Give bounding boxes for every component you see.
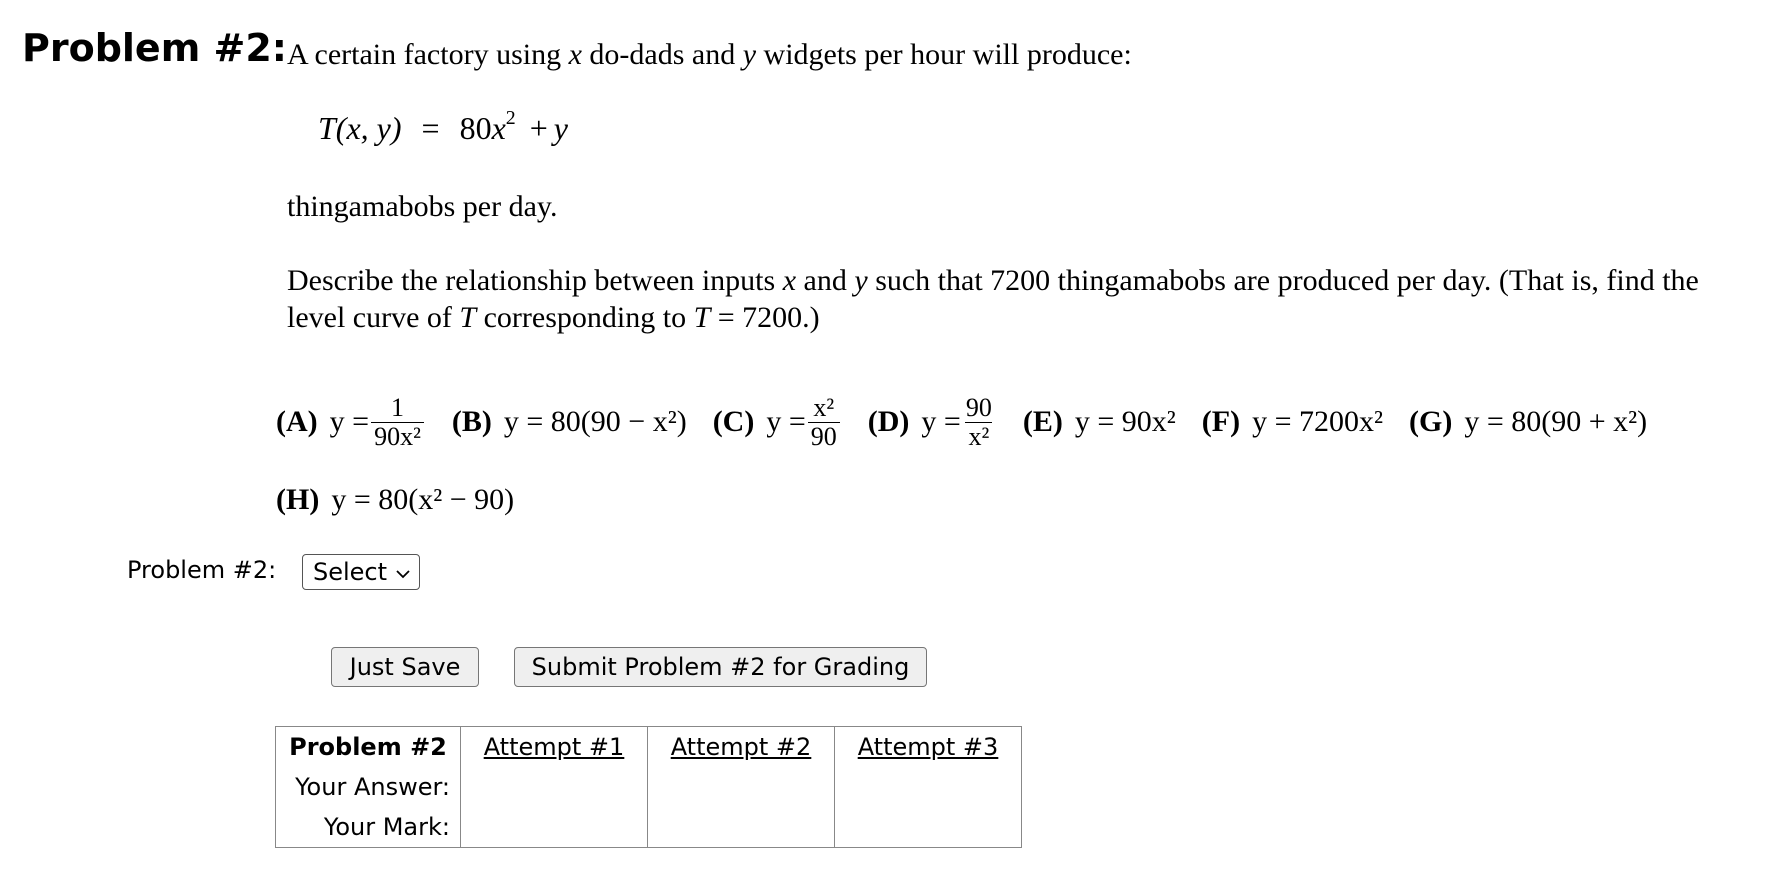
desc-var: x — [782, 264, 797, 297]
attempt-3-link[interactable]: Attempt #3 — [857, 733, 999, 761]
choice-fraction — [808, 394, 840, 451]
choice-f — [1202, 405, 1383, 439]
choice-a — [276, 394, 426, 451]
choice-g — [1409, 405, 1647, 439]
desc-text: = 7200.) — [710, 301, 820, 334]
choice-e — [1023, 405, 1176, 439]
intro-text: widgets per hour will produce: — [756, 38, 1132, 71]
table-row — [276, 767, 1022, 807]
choice-lhs: y = — [921, 405, 961, 438]
choice-expression: y = 80(90 − x²) — [503, 405, 687, 438]
attempt-answer-cell — [835, 767, 1022, 807]
answer-select-value: Select — [313, 558, 388, 586]
choice-expression: y = 7200x² — [1252, 405, 1383, 438]
desc-var: T — [693, 301, 711, 334]
intro-var-y: y — [742, 38, 757, 71]
formula-fn: T — [318, 110, 336, 146]
attempt-answer-cell — [461, 767, 648, 807]
attempt-mark-cell — [461, 807, 648, 848]
choice-b — [452, 405, 687, 439]
intro-text: A certain factory using — [287, 38, 569, 71]
choice-expression: y = 80(x² − 90) — [331, 483, 515, 516]
attempt-mark-cell — [648, 807, 835, 848]
answer-select-label: Problem #2: — [127, 556, 277, 584]
answer-choices-row — [276, 478, 540, 522]
choice-label: (F) — [1201, 405, 1241, 438]
fraction-denominator: 90 — [808, 422, 840, 451]
attempt-2-link[interactable]: Attempt #2 — [648, 727, 835, 768]
intro-var-x: x — [568, 38, 582, 71]
table-row — [276, 727, 1022, 768]
submit-for-grading-button[interactable]: Submit Problem #2 for Grading — [514, 647, 927, 687]
your-answer-label: Your Answer: — [276, 767, 461, 807]
formula-var: x — [491, 110, 506, 146]
choice-label: (E) — [1022, 405, 1063, 438]
choice-label: (C) — [712, 405, 755, 438]
desc-text: and — [796, 264, 855, 297]
choice-label: (D) — [867, 405, 910, 438]
production-formula — [318, 107, 568, 147]
fraction-denominator: 90x² — [371, 422, 424, 451]
choice-expression: y = 90x² — [1074, 405, 1176, 438]
fraction-denominator: x² — [965, 422, 992, 451]
choice-lhs: y = — [766, 405, 806, 438]
choice-fraction — [371, 394, 424, 451]
choice-label: (H) — [276, 483, 320, 516]
formula-plus: + — [529, 110, 548, 146]
attempt-1-link[interactable]: Attempt #1 — [461, 727, 648, 768]
problem-intro — [287, 38, 1132, 72]
chevron-down-icon — [395, 558, 411, 586]
answer-select[interactable] — [302, 554, 420, 590]
attempts-table — [275, 726, 1022, 848]
formula-exp: 2 — [505, 107, 516, 130]
desc-text: such that 7200 thingamabobs are produced per day. (That is, find the level curve of — [287, 264, 1699, 334]
choice-lhs: y = — [329, 405, 370, 438]
attempt-mark-cell — [835, 807, 1022, 848]
formula-tail: y — [553, 110, 568, 146]
desc-text: corresponding to — [476, 301, 694, 334]
attempt-answer-cell — [648, 767, 835, 807]
choice-c — [713, 394, 842, 451]
problem-title: Problem #2: — [22, 26, 287, 70]
choice-label: (A) — [276, 405, 318, 438]
choice-h — [276, 483, 514, 517]
your-mark-label: Your Mark: — [276, 807, 461, 848]
fraction-numerator: 90 — [965, 392, 992, 422]
just-save-button[interactable]: Just Save — [331, 647, 479, 687]
fraction-numerator: 1 — [390, 392, 404, 422]
attempts-table-header: Problem #2 — [276, 727, 461, 768]
desc-text: Describe the relationship between inputs — [287, 264, 783, 297]
formula-equals: = — [421, 110, 440, 146]
intro-text: do-dads and — [581, 38, 743, 71]
choice-d — [868, 394, 997, 451]
desc-var: y — [854, 264, 868, 297]
problem-description — [287, 262, 1762, 336]
fraction-numerator: x² — [813, 392, 835, 422]
choice-fraction — [963, 394, 995, 451]
formula-unit-text: thingamabobs per day. — [287, 190, 558, 223]
desc-var: T — [459, 301, 477, 334]
formula-args: (x, y) — [335, 110, 402, 146]
formula-coef: 80 — [459, 110, 492, 146]
choice-expression: y = 80(90 + x²) — [1464, 405, 1648, 438]
table-row — [276, 807, 1022, 848]
choice-label: (B) — [451, 405, 492, 438]
answer-choices-row — [276, 382, 1673, 462]
choice-label: (G) — [1409, 405, 1453, 438]
